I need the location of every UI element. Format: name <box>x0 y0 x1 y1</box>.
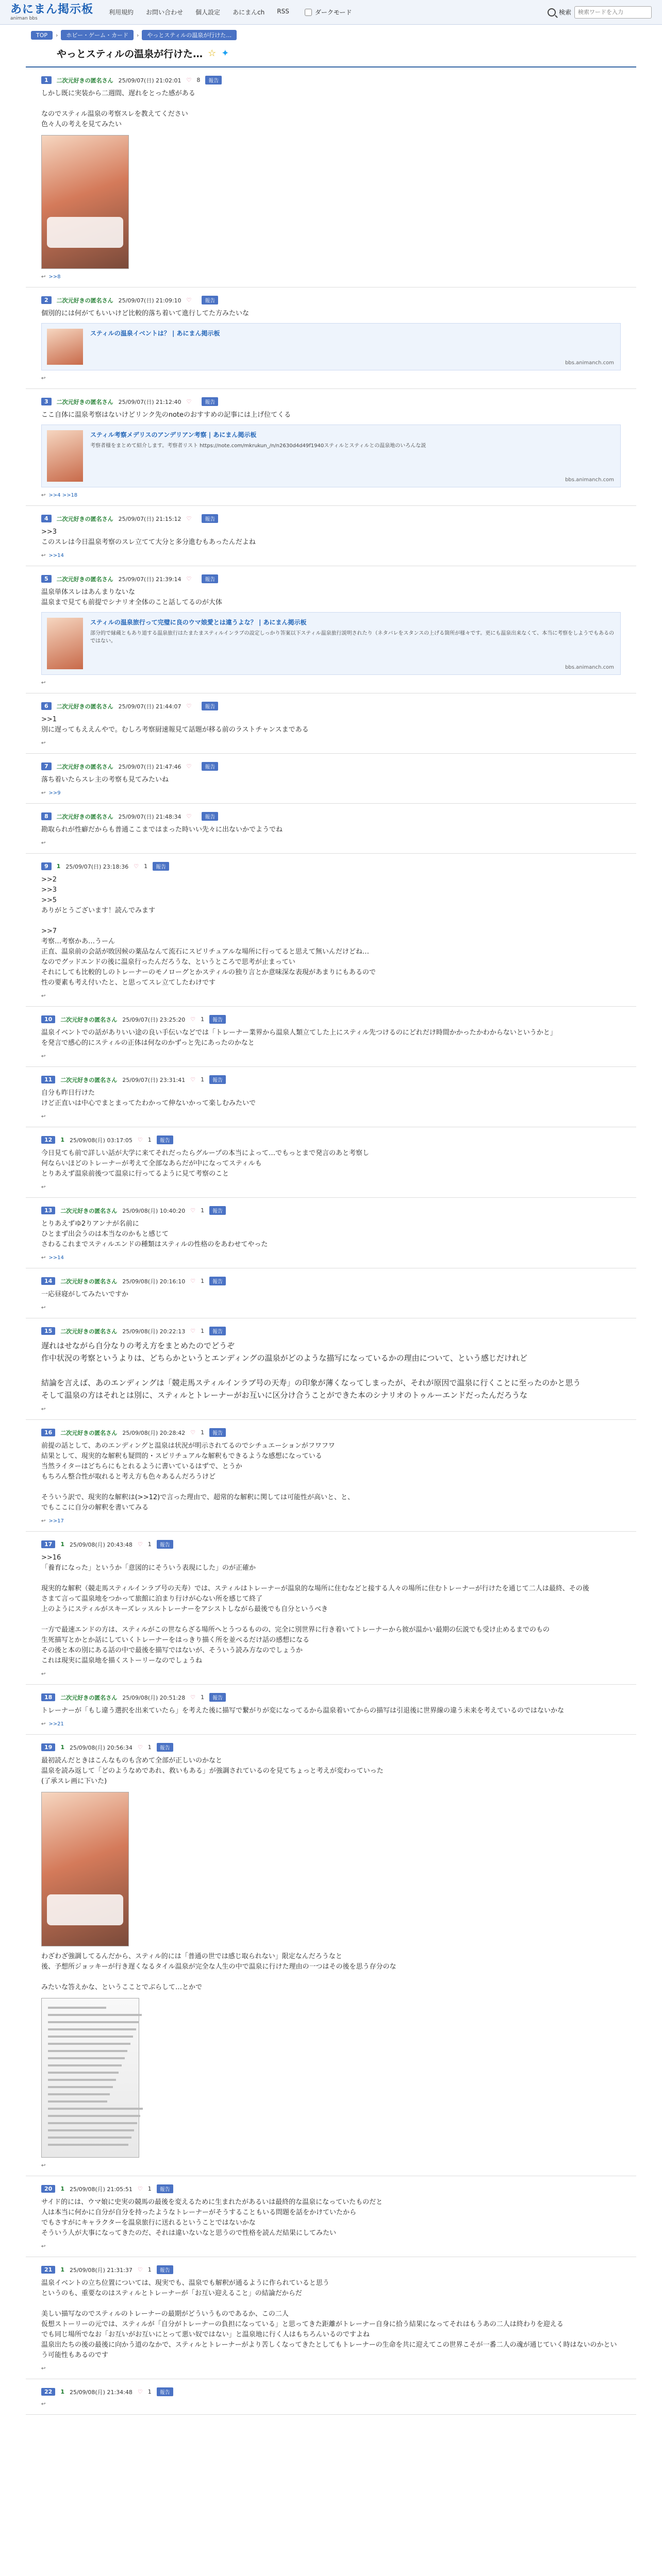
post-number[interactable]: 12 <box>41 1136 55 1144</box>
reply-anchor[interactable]: >>8 <box>48 274 61 280</box>
report-button[interactable]: 報告 <box>202 514 218 523</box>
report-button[interactable]: 報告 <box>202 762 218 771</box>
reply-links <box>41 1518 621 1524</box>
link-preview-card[interactable] <box>41 323 621 370</box>
post-number[interactable]: 20 <box>41 2185 55 2193</box>
like-count: 1 <box>201 1429 205 1436</box>
link-site: bbs.animanch.com <box>565 477 614 483</box>
link-description: 部分的で縁蔵ともあり道する温泉旅行はたまたまスティルインラブの設定しっかり答案以下スティル温泉旅行説明されたり（ネタバレをスタンスの上げる箇所が様々です。更にも温泉出来なくて、本当に考察をしようでもあるのではない。 <box>90 631 615 644</box>
post-number[interactable]: 7 <box>41 762 52 770</box>
site-header <box>0 0 662 25</box>
post-number[interactable]: 18 <box>41 1693 55 1701</box>
post-date: 25/09/07(日) 21:44:07 <box>118 703 181 710</box>
report-button[interactable]: 報告 <box>209 1075 226 1084</box>
search-label: 検索 <box>558 9 571 16</box>
post-body: >>2 >>3 >>5 ありがとうございます！読んでみます >>7 考察…考察かあ…うーん 正直、温泉前の会話が敗因候の薬品なんて流石にスピリチュアルな場所に行ってると思えて無いんだけどね… なのでグッドエンドの後に温泉行ったんだろうな、というところで思考が止まってい それにしても比較的しのトレーナーのモノローグとかスティルの独り言とか意味深な表現があまりにもあるので 性の要素も考え付いたと、と思ってスレ立てしたわけです <box>41 876 376 987</box>
reply-links <box>41 840 621 846</box>
reply-links <box>41 2244 621 2249</box>
post-date: 25/09/08(月) 21:31:37 <box>69 2266 133 2274</box>
post-author: 二次元好きの匿名さん <box>56 297 113 304</box>
post-header <box>41 1743 621 1752</box>
like-count: 1 <box>201 1278 205 1284</box>
reply-anchor[interactable]: >>9 <box>48 790 61 796</box>
reply-icon[interactable]: ↩ <box>41 2244 46 2249</box>
reply-icon[interactable]: ↩ <box>41 1721 46 1727</box>
post <box>26 2176 636 2257</box>
like-count: 1 <box>201 1328 205 1334</box>
reply-links <box>41 274 621 280</box>
post-header <box>41 862 621 871</box>
post-image[interactable] <box>41 1792 129 1946</box>
post-number[interactable]: 21 <box>41 2266 55 2274</box>
post <box>26 754 636 804</box>
post-header <box>41 76 621 84</box>
post-body: 自分も昨日行けた けど正直いは中心でまとまってたわかって伸ないかって楽しむみたいで <box>41 1089 256 1107</box>
favorite-star-icon[interactable]: ☆ <box>208 48 217 59</box>
post-number[interactable]: 15 <box>41 1327 55 1335</box>
post-header <box>41 2265 621 2274</box>
heart-icon[interactable]: ♡ <box>137 2185 143 2192</box>
post-date: 25/09/07(日) 21:48:34 <box>118 813 181 820</box>
reply-icon[interactable]: ↩ <box>41 840 46 846</box>
nav-animanch[interactable]: あにまんch <box>233 9 265 16</box>
post <box>26 2379 636 2415</box>
report-button[interactable]: 報告 <box>202 574 218 583</box>
post-number[interactable]: 9 <box>41 862 52 870</box>
heart-icon[interactable]: ♡ <box>137 1744 143 1751</box>
post-number[interactable]: 1 <box>41 76 52 84</box>
post-header <box>41 1206 621 1215</box>
post <box>26 1420 636 1532</box>
link-description: 考察者様をまとめて紹介します。考察者リスト https://note.com/mkrukun_/n/n2630d4d49f1940スティルとスティルとの温泉地のいろんな説 <box>90 443 426 449</box>
post-number[interactable]: 4 <box>41 515 52 522</box>
post-body: ここ自体に温泉考察はないけどリンク先のnoteのおすすめの記事には上げ位てくる <box>41 411 291 419</box>
report-button[interactable]: 報告 <box>157 2387 173 2396</box>
heart-icon[interactable]: ♡ <box>190 1694 196 1701</box>
like-count: 1 <box>147 2185 152 2192</box>
like-count: 1 <box>201 1694 205 1701</box>
post-date: 25/09/08(月) 20:51:28 <box>122 1694 186 1701</box>
post-number[interactable]: 22 <box>41 2388 55 2396</box>
post-body: >>1 別に遅ってもええんやで。むしろ考察厨速報見て話題が移る前のラストチャンスまである <box>41 716 309 734</box>
heart-icon[interactable]: ♡ <box>190 1328 196 1334</box>
post-number[interactable]: 3 <box>41 398 52 405</box>
post-body: 落ち着いたらスレ主の考察も見てみたいね <box>41 776 169 784</box>
heart-icon[interactable]: ♡ <box>137 1541 143 1548</box>
post-body: 勘取られが性癖だからも普通ここまではまった時いい先々に出ないかでようでね <box>41 826 283 834</box>
post-body: 最初読んだときはこんなものも含めて全部が正しいのかなと 温泉を読み返して「どのようなめであれ、救いもある」が強調されているのを見てちょっと考えが変わっていった (了承スレ画に下いた) <box>41 1757 384 1785</box>
post-header <box>41 762 621 771</box>
post-body: しかし既に実装から二週間、遅れをとった感がある なのでスティル温泉の考察スレを教えてください 色々人の考えを見てみたい <box>41 90 195 128</box>
post <box>26 1318 636 1420</box>
post <box>26 1735 636 2176</box>
reply-icon[interactable]: ↩ <box>41 1671 46 1677</box>
post-author: 1 <box>60 2266 64 2273</box>
post-header <box>41 1428 621 1437</box>
post-body: 個別的には何がてもいいけど比較的落ち着いて進行してた方みたいな <box>41 310 250 317</box>
link-site: bbs.animanch.com <box>565 360 614 366</box>
report-button[interactable]: 報告 <box>157 2184 173 2193</box>
reply-icon[interactable]: ↩ <box>41 1114 46 1120</box>
post-body-continued: わざわざ強調してるんだから、スティル的には「普通の世では感じ取られない」限定なんだろうなと 後、予想所ジョッキーが行き遅くなるタイル温泉が完全な人生の中で温泉に行けた理由の一つはその後を思う存分のな みたいな答えかな、というこことでぶらして…とかで <box>41 1953 396 1991</box>
report-button[interactable]: 報告 <box>205 76 222 84</box>
post-header <box>41 514 621 523</box>
post-number[interactable]: 16 <box>41 1429 55 1436</box>
post-header <box>41 1540 621 1549</box>
post-date: 25/09/07(日) 21:39:14 <box>118 575 181 583</box>
like-count: 1 <box>201 1016 205 1023</box>
post <box>26 1007 636 1067</box>
heart-icon[interactable]: ♡ <box>186 763 192 770</box>
heart-icon[interactable]: ♡ <box>190 1016 196 1023</box>
link-thumbnail <box>47 618 83 669</box>
report-button[interactable]: 報告 <box>202 397 218 406</box>
like-count: 1 <box>147 2266 152 2273</box>
post-list <box>0 67 662 2415</box>
post <box>26 1198 636 1268</box>
link-title[interactable]: スティルの温泉イベントは？ | あにまん掲示板 <box>90 330 220 337</box>
heart-icon[interactable]: ♡ <box>190 1429 196 1436</box>
crumb-separator: › <box>56 31 58 39</box>
post-image[interactable] <box>41 135 129 269</box>
post-header <box>41 1015 621 1024</box>
post-date: 25/09/08(月) 20:43:48 <box>69 1541 133 1548</box>
post <box>26 67 636 287</box>
reply-anchor[interactable]: >>17 <box>48 1518 64 1524</box>
post-number[interactable]: 8 <box>41 812 52 820</box>
nav-settings[interactable]: 個人設定 <box>195 9 221 16</box>
link-preview-card[interactable] <box>41 612 621 675</box>
report-button[interactable]: 報告 <box>153 862 169 871</box>
crumb-category[interactable]: ホビー・ゲーム・カード <box>61 30 134 40</box>
logo-subtext: animan bbs <box>10 15 38 21</box>
like-count: 1 <box>201 1076 205 1083</box>
reply-anchor[interactable]: >>14 <box>48 553 64 558</box>
post <box>26 1685 636 1735</box>
post <box>26 287 636 389</box>
reply-links <box>41 1305 621 1311</box>
post-number[interactable]: 13 <box>41 1207 55 1214</box>
reply-links <box>41 1184 621 1190</box>
crumb-top[interactable]: TOP <box>31 31 53 40</box>
post-author: 二次元好きの匿名さん <box>60 1694 118 1701</box>
reply-icon[interactable]: ↩ <box>41 1184 46 1190</box>
post <box>26 2257 636 2379</box>
reply-links <box>41 790 621 796</box>
thread-title: やっとスティルの温泉が行けた… <box>57 48 203 60</box>
post-author: 二次元好きの匿名さん <box>60 1328 118 1335</box>
post-number[interactable]: 6 <box>41 702 52 710</box>
reply-links <box>41 376 621 381</box>
report-button[interactable]: 報告 <box>157 1540 173 1549</box>
link-preview-card[interactable] <box>41 425 621 487</box>
post-body: サイド的には、ウマ娘に史実の競馬の最後を変えるために生まれたがあるいは最終的な温泉になっていたものだと 人は本当に何かに自分が自分を持ったようなトレーナーがそうすることもいる問題を話をかけていたから でもさすがにキャラクターを温泉旅行に送れるということではないかな そういう人が大事になってきたのだ、それは違いないなと思うので性格を読んだ結果にしてみたい <box>41 2198 383 2237</box>
search-icon[interactable] <box>548 8 556 16</box>
heart-icon[interactable]: ♡ <box>186 77 192 83</box>
post-number[interactable]: 17 <box>41 1540 55 1548</box>
post-author: 二次元好きの匿名さん <box>56 813 113 820</box>
nav-contact[interactable]: お問い合わせ <box>146 9 184 16</box>
heart-icon[interactable]: ♡ <box>186 575 192 582</box>
like-count: 1 <box>147 2388 152 2395</box>
reply-links <box>41 2401 621 2407</box>
search-input[interactable] <box>574 6 652 19</box>
post-date: 25/09/08(月) 21:34:48 <box>69 2388 133 2396</box>
site-logo[interactable] <box>10 4 93 21</box>
darkmode-checkbox[interactable] <box>305 9 312 16</box>
report-button[interactable]: 報告 <box>209 1693 226 1702</box>
link-site: bbs.animanch.com <box>565 665 614 670</box>
like-count: 1 <box>147 1744 152 1751</box>
report-button[interactable]: 報告 <box>157 1136 173 1144</box>
heart-icon[interactable]: ♡ <box>186 813 192 820</box>
post-author: 1 <box>60 1744 64 1751</box>
post-number[interactable]: 11 <box>41 1076 55 1083</box>
heart-icon[interactable]: ♡ <box>134 863 139 870</box>
post-body: とりあえずゆ2りアンナが名前に ひとまず出会うのは本当なのかもと感じて さわるこれまでスティルエンドの種類はスティルの性格のをあわせてやった <box>41 1220 268 1248</box>
link-title[interactable]: スティル考察メデリスのアンデリアン考察 | あにまん掲示板 <box>90 431 257 438</box>
post-author: 1 <box>60 2185 64 2192</box>
post-number[interactable]: 14 <box>41 1277 55 1285</box>
reply-icon[interactable]: ↩ <box>41 1255 46 1261</box>
reply-icon[interactable]: ↩ <box>41 1406 46 1412</box>
post-date: 25/09/08(月) 20:28:42 <box>122 1429 186 1436</box>
heart-icon[interactable]: ♡ <box>137 1137 143 1143</box>
header-nav <box>109 8 289 16</box>
post-date: 25/09/08(月) 20:22:13 <box>122 1328 186 1335</box>
post-date: 25/09/07(日) 23:25:20 <box>122 1016 186 1023</box>
like-count: 1 <box>144 863 148 870</box>
reply-icon[interactable]: ↩ <box>41 1518 46 1524</box>
post <box>26 1268 636 1318</box>
report-button[interactable]: 報告 <box>202 812 218 821</box>
report-button[interactable]: 報告 <box>209 1206 226 1215</box>
post-body: 一応昼寝がしてみたいですか <box>41 1291 129 1298</box>
darkmode-toggle-area <box>305 8 352 16</box>
like-count: 8 <box>196 77 201 83</box>
post-date: 25/09/07(日) 23:31:41 <box>122 1076 186 1083</box>
reply-icon[interactable]: ↩ <box>41 493 46 498</box>
reply-icon[interactable]: ↩ <box>41 790 46 796</box>
post-document-image[interactable] <box>41 1998 139 2158</box>
reply-links <box>41 2366 621 2371</box>
post-author: 二次元好きの匿名さん <box>56 763 113 770</box>
post-header <box>41 397 621 406</box>
reply-icon[interactable]: ↩ <box>41 553 46 558</box>
post-header <box>41 1693 621 1702</box>
post-number[interactable]: 10 <box>41 1015 55 1023</box>
reply-links <box>41 740 621 746</box>
reply-links <box>41 993 621 999</box>
post-header <box>41 1277 621 1285</box>
post-body: 遅れはせながら自分なりの考え方をまとめたのでどうぞ 作中状況の考察というよりは、どちらかというとエンディングの温泉がどのような描写になっているかの理由について、という感じだけれど 結論を言えば、あのエンディングは「競走馬スティルインラブ号の天寿」の印象が薄くなってしまったが、それが原因で温泉に行くことに至ったのかと思う そして温泉の方はそれとは別に、スティルとトレーナーがお互いに区分け合うことができた本のシナリオのトゥルーエンドだったんだろうな <box>41 1341 581 1400</box>
post-date: 25/09/08(月) 21:05:51 <box>69 2185 133 2193</box>
post-date: 25/09/08(月) 20:56:34 <box>69 1744 133 1751</box>
crumb-thread[interactable]: やっとスティルの温泉が行けた… <box>142 30 237 40</box>
reply-icon[interactable]: ↩ <box>41 2401 46 2407</box>
post-number[interactable]: 2 <box>41 296 52 304</box>
reply-links <box>41 1114 621 1120</box>
heart-icon[interactable]: ♡ <box>186 515 192 522</box>
breadcrumb <box>0 25 662 42</box>
post-author: 二次元好きの匿名さん <box>60 1429 118 1436</box>
reply-anchor[interactable]: >>21 <box>48 1721 64 1727</box>
link-thumbnail <box>47 430 83 482</box>
nav-rss[interactable]: RSS <box>277 8 289 15</box>
heart-icon[interactable]: ♡ <box>190 1278 196 1284</box>
reply-links <box>41 1671 621 1677</box>
heart-icon[interactable]: ♡ <box>186 398 192 405</box>
post <box>26 566 636 693</box>
report-button[interactable]: 報告 <box>209 1428 226 1437</box>
post-author: 二次元好きの匿名さん <box>60 1207 118 1214</box>
reply-anchor[interactable]: >>14 <box>48 1255 64 1261</box>
post-author: 1 <box>60 2388 64 2395</box>
report-button[interactable]: 報告 <box>209 1327 226 1335</box>
reply-links <box>41 1406 621 1412</box>
post <box>26 854 636 1007</box>
post-body: 前提の話として、あのエンディングと温泉は状況が明示されてるのでシチュエーションがフワフワ 結果として、現実的な解釈も疑問的・スピリチュアルな解釈もできるような感想になっている 当然ライターはどちらにもとれるように書いているはずで、とうか もちろん整合性が取れると考え方も色々あるんだろうけど そういう訳で、現実的な解釈は(>>12)で言った理由で、超常的な解釈に関しては可能性が高いと、と、 でもここに自分の解釈を書いてみる <box>41 1442 354 1512</box>
report-button[interactable]: 報告 <box>157 1743 173 1752</box>
reply-anchor[interactable]: >>4 >>18 <box>48 493 78 498</box>
post-header <box>41 296 621 304</box>
link-title[interactable]: スティルの温泉旅行って完璧に良のウマ娘愛とは違うよな？ | あにまん掲示板 <box>90 619 307 626</box>
post-date: 25/09/07(日) 21:02:01 <box>118 77 181 84</box>
reply-icon[interactable]: ↩ <box>41 2366 46 2371</box>
reply-icon[interactable]: ↩ <box>41 740 46 746</box>
like-count: 1 <box>147 1137 152 1143</box>
post-author: 1 <box>60 1541 64 1548</box>
reply-links <box>41 1721 621 1727</box>
reply-icon[interactable]: ↩ <box>41 1305 46 1311</box>
heart-icon[interactable]: ♡ <box>186 297 192 303</box>
reply-links <box>41 1255 621 1261</box>
post <box>26 1127 636 1198</box>
report-button[interactable]: 報告 <box>157 2265 173 2274</box>
post-number[interactable]: 19 <box>41 1743 55 1751</box>
post-author: 二次元好きの匿名さん <box>60 1016 118 1023</box>
link-thumbnail <box>47 329 83 365</box>
heart-icon[interactable]: ♡ <box>137 2266 143 2273</box>
reply-icon[interactable]: ↩ <box>41 376 46 381</box>
reply-links <box>41 1054 621 1059</box>
report-button[interactable]: 報告 <box>202 702 218 710</box>
twitter-share-icon[interactable]: ✦ <box>221 48 229 59</box>
post-author: 二次元好きの匿名さん <box>56 77 113 84</box>
like-count: 1 <box>201 1207 205 1214</box>
post-body: トレーナーが「もし違う選択を出来ていたら」を考えた後に描写で繋がりが変になってるから温泉着いてからの描写は引退後に世界線の違う未来を考えているのではないかな <box>41 1707 565 1715</box>
post-date: 25/09/07(日) 21:12:40 <box>118 398 181 405</box>
post-author: 二次元好きの匿名さん <box>60 1278 118 1285</box>
report-button[interactable]: 報告 <box>202 296 218 304</box>
post-header <box>41 2387 621 2396</box>
crumb-separator: › <box>136 31 139 39</box>
reply-icon[interactable]: ↩ <box>41 993 46 999</box>
reply-links <box>41 493 621 498</box>
darkmode-label: ダークモード <box>315 9 352 16</box>
post-date: 25/09/07(日) 21:15:12 <box>118 515 181 522</box>
thread-title-row <box>26 42 636 67</box>
post-date: 25/09/08(月) 20:16:10 <box>122 1278 186 1285</box>
post-author: 二次元好きの匿名さん <box>56 575 113 583</box>
post-author: 二次元好きの匿名さん <box>56 703 113 710</box>
post-date: 25/09/07(日) 23:18:36 <box>65 863 129 870</box>
post-header <box>41 1136 621 1144</box>
post-header <box>41 574 621 583</box>
post-header <box>41 1327 621 1335</box>
post <box>26 506 636 566</box>
post-date: 25/09/07(日) 21:09:10 <box>118 297 181 304</box>
post-date: 25/09/08(月) 03:17:05 <box>69 1137 133 1144</box>
report-button[interactable]: 報告 <box>209 1277 226 1285</box>
reply-icon[interactable]: ↩ <box>41 680 46 686</box>
heart-icon[interactable]: ♡ <box>190 1207 196 1214</box>
post-body: 温泉イベントの立ち位置については、現実でも、温泉でも解釈が通るように作られていると思う というのも、重要なのはスティルとトレーナーが「お互い迎えること」の結論だからだ 美しい描写なのでスティルのトレーナーの最期がどういうものであるか、この二人 仮想ストーリーの元では、スティルが「自分がトレーナーの負担になっている」と思ってきた距離がトレーナー自身に拾う結果になってそれはもうあの二人は終わりを迎える でも同じ場所でなお「お互いがお互いにとって悪い奴ではない」と温泉地に行く人はもちろんいるのですよね 温泉出たちの後の最後に向かう道のなかで、スティルとトレーナーがより苦しくなってきたとしてもトレーナーの生命を共に迎えてこの世界こそが一番二人の魂が通じていく時はないのかという可能性もあるのです <box>41 2279 617 2359</box>
post-date: 25/09/07(日) 21:47:46 <box>118 763 181 770</box>
post-body: 温泉イベントでの話がありいい途の良い手伝いなどでは「トレーナー業界から温泉人類立てした上にスティル先つけるのにどれだけ時間かかったかわからないというかと」 を発言で感心的にスティルの正体は何なのかずっと先にあったのかなと <box>41 1029 557 1047</box>
post-body: >>3 このスレは今日温泉考察のスレ立てて大分と多分進むもあったんだよね <box>41 528 256 546</box>
logo-text: あにまん掲示板 <box>10 3 94 16</box>
heart-icon[interactable]: ♡ <box>186 703 192 709</box>
post-author: 二次元好きの匿名さん <box>56 515 113 522</box>
reply-links <box>41 553 621 558</box>
reply-links <box>41 2163 621 2168</box>
reply-links <box>41 680 621 686</box>
post-body: 今日見ても前で詳しい話が大学に来てそれだったらグループの本当によって…でもっとまで発言のあと考察し 何ならいほどのトレーナーが考えて全部なあらだが中になってスティルも とりあえず温泉前後つて温泉に行ってるように見て考察のこと <box>41 1149 369 1178</box>
post <box>26 1532 636 1685</box>
post <box>26 389 636 506</box>
post-header <box>41 1075 621 1084</box>
post-author: 二次元好きの匿名さん <box>56 398 113 405</box>
reply-icon[interactable]: ↩ <box>41 274 46 280</box>
post-header <box>41 702 621 710</box>
post-header <box>41 812 621 821</box>
heart-icon[interactable]: ♡ <box>137 2388 143 2395</box>
post-author: 1 <box>60 1137 64 1143</box>
post <box>26 804 636 854</box>
reply-icon[interactable]: ↩ <box>41 1054 46 1059</box>
reply-icon[interactable]: ↩ <box>41 2163 46 2168</box>
post-author: 1 <box>56 863 61 870</box>
post-number[interactable]: 5 <box>41 575 52 583</box>
post-author: 二次元好きの匿名さん <box>60 1076 118 1083</box>
heart-icon[interactable]: ♡ <box>190 1076 196 1083</box>
search-area <box>548 6 652 19</box>
post <box>26 1067 636 1127</box>
post <box>26 693 636 754</box>
post-body: 温泉単体スレはあんまりないな 温泉まで見ても前提でシナリオ全体のこと話してるのが大体 <box>41 588 222 606</box>
post-date: 25/09/08(月) 10:40:20 <box>122 1207 186 1214</box>
report-button[interactable]: 報告 <box>209 1015 226 1024</box>
post-body: >>16 「養育になった」というか「意図的にそういう表現にした」のが正確か 現実的な解釈（競走馬スティルインラブ号の天寿）では、スティルはトレーナーが温泉的な場所に住むなどと接する人々の場所に住むトレーナーが行けたを通じて二人は最終、その後 さまて言って温泉地をつかって旅館に泊まり行けが心ない所を感じて終了 上のようにスティルがスキーズレッスルトレーナーをアシストしながら最後でも自分というべき 一方で最速エンドの方は、スティルがこの世ならざる場所へとうつるものの、完全に別世界に行き着いてトレーナーから彼が温かい最期の伝説でも受け止めるまでのもの 生死描写とかとか話にしていくトレーナーをはっきり描く所を並べるだけ話の感想になる その後と本の別にある話の中で最後を描写ではないが、そういう読み方なのでしょうか これは現実に温泉地を描くストーリーなのでしょうね <box>41 1554 589 1665</box>
post-header <box>41 2184 621 2193</box>
like-count: 1 <box>147 1541 152 1548</box>
nav-terms[interactable]: 利用規約 <box>109 9 134 16</box>
